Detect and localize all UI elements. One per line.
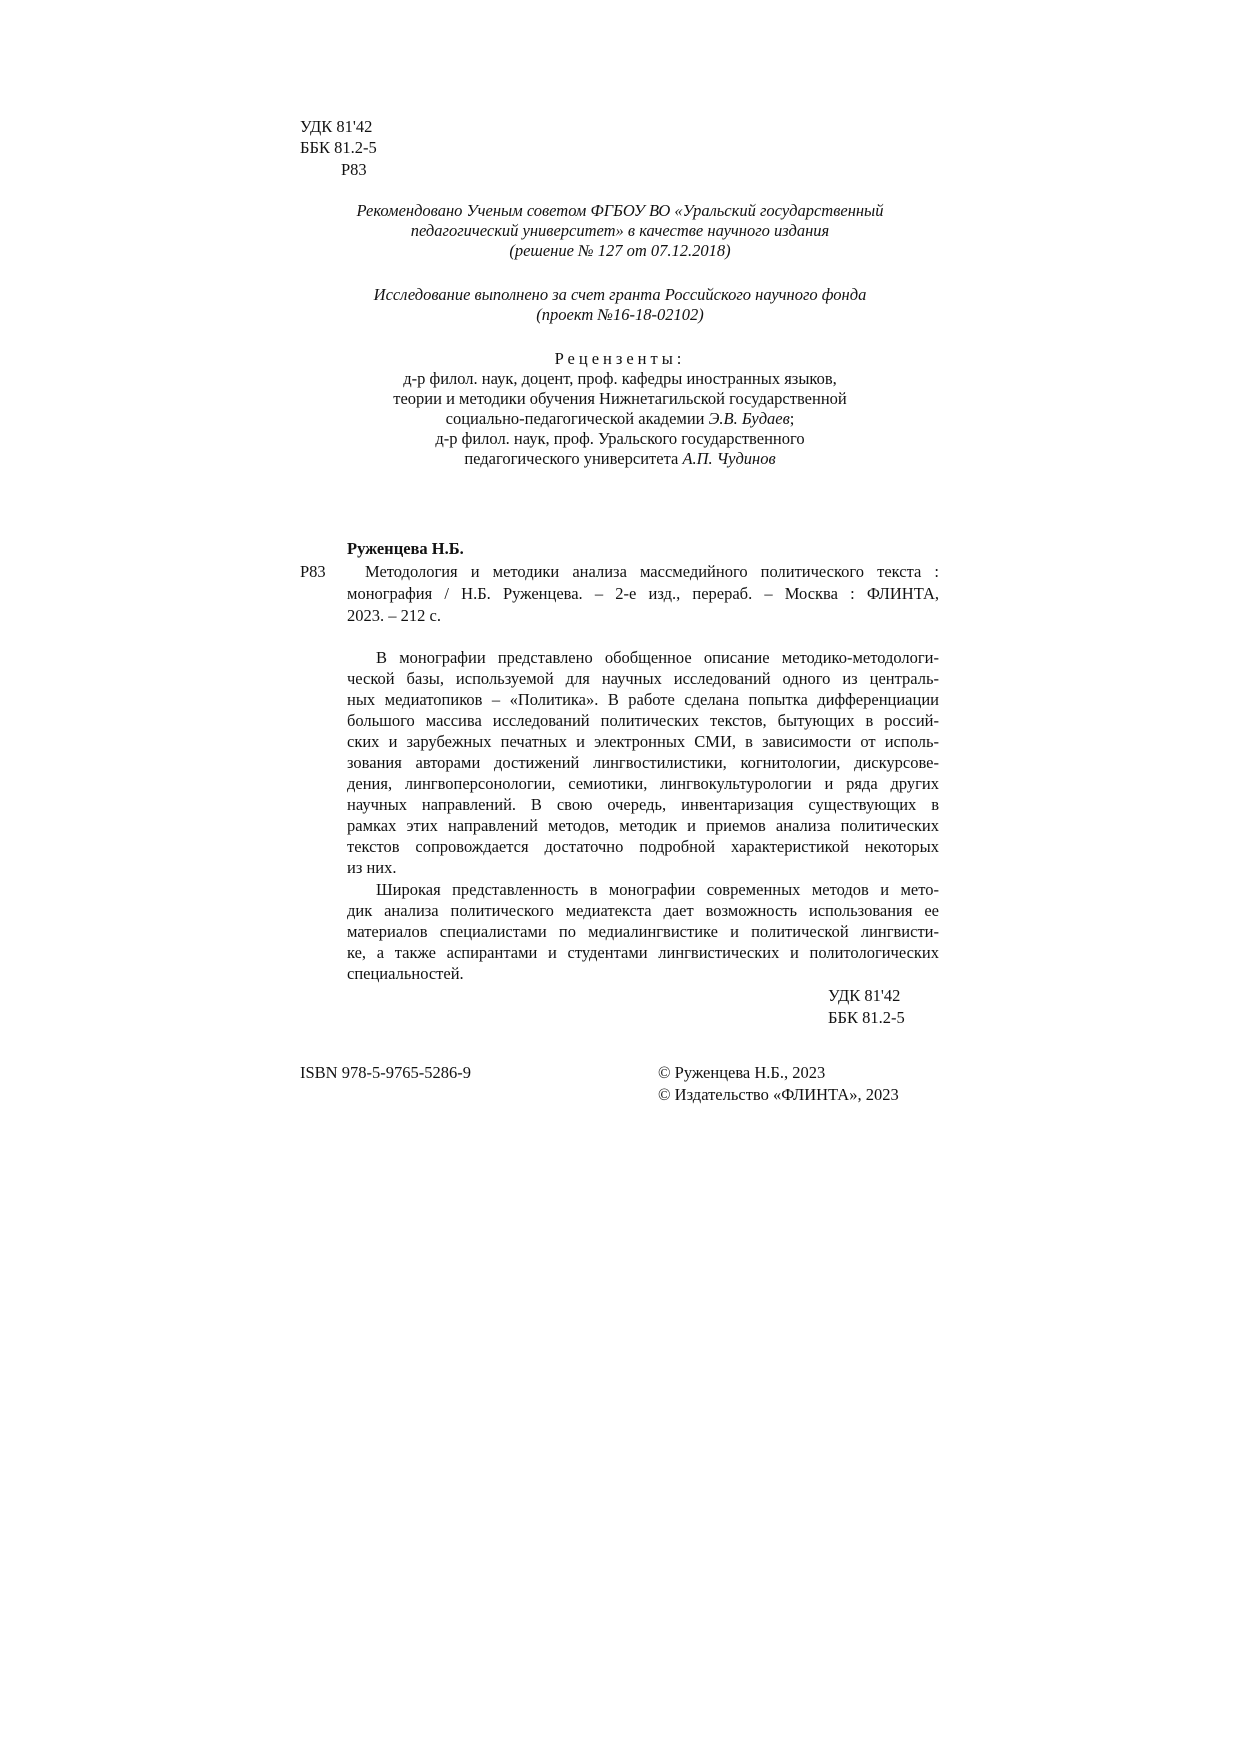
- grant-note: [300, 285, 940, 325]
- abstract-line: ских и зарубежных печатных и электронных СМИ, в зависимости от исполь-: [347, 732, 939, 751]
- reviewer-affiliation: социально-педагогической академии: [445, 409, 709, 428]
- bib-title-line: Методология и методики анализа массмедийного политического текста :: [365, 562, 939, 581]
- abstract-line: дения, лингвоперсонологии, семиотики, лингвокультурологии и ряда других: [347, 774, 939, 793]
- abstract-line: зования авторами достижений лингвостилистики, когнитологии, дискурсове-: [347, 753, 939, 772]
- abstract-line: ных медиатопиков – «Политика». В работе сделана попытка дифференциации: [347, 690, 939, 709]
- recommendation-note: [300, 201, 940, 261]
- author-mark: Р83: [341, 160, 367, 179]
- reviewer-name: А.П. Чудинов: [682, 449, 776, 468]
- copyright-author: © Руженцева Н.Б., 2023: [658, 1063, 826, 1082]
- recommendation-line: Рекомендовано Ученым советом ФГБОУ ВО «Уральский государственный: [356, 201, 884, 220]
- abstract-line: научных направлений. В свою очередь, инвентаризация существующих в: [347, 795, 939, 814]
- abstract-line: Широкая представленность в монографии современных методов и мето-: [376, 880, 939, 899]
- grant-line: Исследование выполнено за счет гранта Российского научного фонда: [373, 285, 867, 304]
- abstract-line: рамках этих направлений методов, методик и приемов анализа политических: [347, 816, 939, 835]
- abstract-line: дик анализа политического медиатекста дает возможность использования ее: [347, 901, 939, 920]
- reviewer-separator: ;: [789, 409, 795, 428]
- recommendation-line: педагогический университет» в качестве научного издания: [410, 221, 830, 240]
- bib-line: монография / Н.Б. Руженцева. – 2-е изд., перераб. – Москва : ФЛИНТА,: [347, 584, 939, 603]
- abstract-udk: УДК 81'42: [828, 986, 901, 1005]
- bib-line: 2023. – 212 с.: [347, 606, 441, 625]
- abstract-line: В монографии представлено обобщенное описание методико-методологи-: [376, 648, 939, 667]
- bbk-code: ББК 81.2-5: [300, 138, 377, 157]
- abstract-line: из них.: [347, 858, 397, 877]
- bib-mark: Р83: [300, 562, 326, 581]
- abstract-line: специальностей.: [347, 964, 464, 983]
- isbn: ISBN 978-5-9765-5286-9: [300, 1063, 471, 1082]
- copyright-publisher: © Издательство «ФЛИНТА», 2023: [658, 1085, 899, 1104]
- grant-line: (проект №16-18-02102): [536, 305, 704, 324]
- reviewers-heading: Рецензенты:: [554, 349, 686, 368]
- abstract-line: большого массива исследований политических текстов, бытующих в россий-: [347, 711, 939, 730]
- reviewer-line: теории и методики обучения Нижнетагильской государственной: [393, 389, 847, 408]
- abstract-line: материалов специалистами по медиалингвистике и политической лингвисти-: [347, 922, 939, 941]
- bib-author: Руженцева Н.Б.: [347, 539, 464, 558]
- reviewer-line: [300, 449, 940, 469]
- reviewer-line: д-р филол. наук, проф. Уральского государственного: [435, 429, 805, 448]
- reviewer-line: д-р филол. наук, доцент, проф. кафедры иностранных языков,: [403, 369, 837, 388]
- reviewer-affiliation: педагогического университета: [464, 449, 683, 468]
- recommendation-line: (решение № 127 от 07.12.2018): [509, 241, 731, 260]
- reviewer-line: [300, 409, 940, 429]
- abstract-line: текстов сопровождается достаточно подробной характеристикой некоторых: [347, 837, 939, 856]
- abstract-line: ческой базы, используемой для научных исследований одного из централь-: [347, 669, 939, 688]
- reviewer-name: Э.В. Будаев: [708, 409, 790, 428]
- abstract-bbk: ББК 81.2-5: [828, 1008, 905, 1027]
- abstract-line: ке, а также аспирантами и студентами лингвистических и политологических: [347, 943, 939, 962]
- reviewers-block: [300, 349, 940, 469]
- udk-code: УДК 81'42: [300, 117, 373, 136]
